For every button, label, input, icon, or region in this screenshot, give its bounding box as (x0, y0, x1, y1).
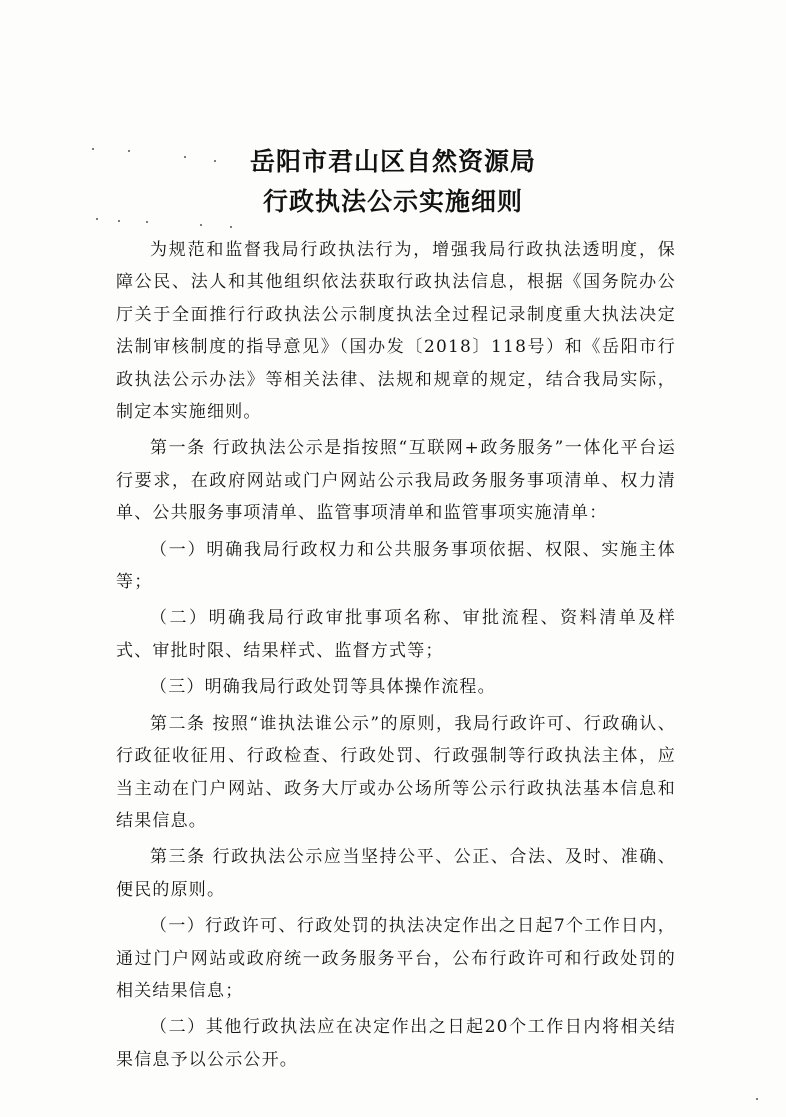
paragraph-item-1-1: （一）明确我局行政权力和公共服务事项依据、权限、实施主体等； (116, 539, 676, 593)
scan-speck (96, 218, 98, 220)
paragraph-article-1: 第一条 行政执法公示是指按照“互联网+政务服务”一体化平台运行要求，在政府网站或门户网站公示我局政务服务事项清单、权力清单、公共服务事项清单、监管事项清单和监管事项实施清单： (116, 438, 676, 524)
scan-speck (756, 1098, 758, 1100)
paragraph-preamble: 为规范和监督我局行政执法行为，增强我局行政执法透明度，保障公民、法人和其他组织依法获取行政执法信息，根据《国务院办公厅关于全面推行行政执法公示制度执法全过程记录制度重大执法决定法制审核制度的指导意见》（国办发〔2018〕118号）和《岳阳市行政执法公示办法》等相关法律、法规和规章的规定，结合我局实际，制定本实施细则。 (116, 240, 676, 423)
paragraph-article-3: 第三条 行政执法公示应当坚持公平、公正、合法、及时、准确、便民的原则。 (116, 847, 676, 900)
scan-speck (214, 160, 216, 162)
paragraph-item-1-3: （三）明确我局行政处罚等具体操作流程。 (150, 677, 496, 698)
scan-speck (146, 221, 148, 223)
document-title-line1: 岳阳市君山区自然资源局 (249, 147, 536, 176)
paragraph-item-1-2: （二）明确我局行政审批事项名称、审批流程、资料清单及样式、审批时限、结果样式、监督方式等； (116, 608, 676, 661)
paragraph-article-2: 第二条 按照“谁执法谁公示”的原则，我局行政许可、行政确认、行政征收征用、行政检查、行政处罚、行政强制等行政执法主体，应当主动在门户网站、政务大厅或办公场所等公示行政执法基本信息和结果信息。 (116, 713, 676, 831)
scan-speck (184, 156, 186, 158)
document-body (116, 234, 676, 1076)
scan-speck (128, 150, 130, 152)
document-title-line2: 行政执法公示实施细则 (262, 187, 523, 216)
scan-speck (92, 148, 94, 150)
paragraph-item-3-1: （一）行政许可、行政处罚的执法决定作出之日起7个工作日内，通过门户网站或政府统一政务服务平台，公布行政许可和行政处罚的相关结果信息； (116, 916, 676, 1001)
paragraph-item-3-2: （二）其他行政执法应在决定作出之日起20个工作日内将相关结果信息予以公示公开。 (116, 1017, 676, 1070)
scan-speck (230, 226, 232, 228)
scan-speck (200, 224, 202, 226)
scan-speck (118, 220, 120, 222)
